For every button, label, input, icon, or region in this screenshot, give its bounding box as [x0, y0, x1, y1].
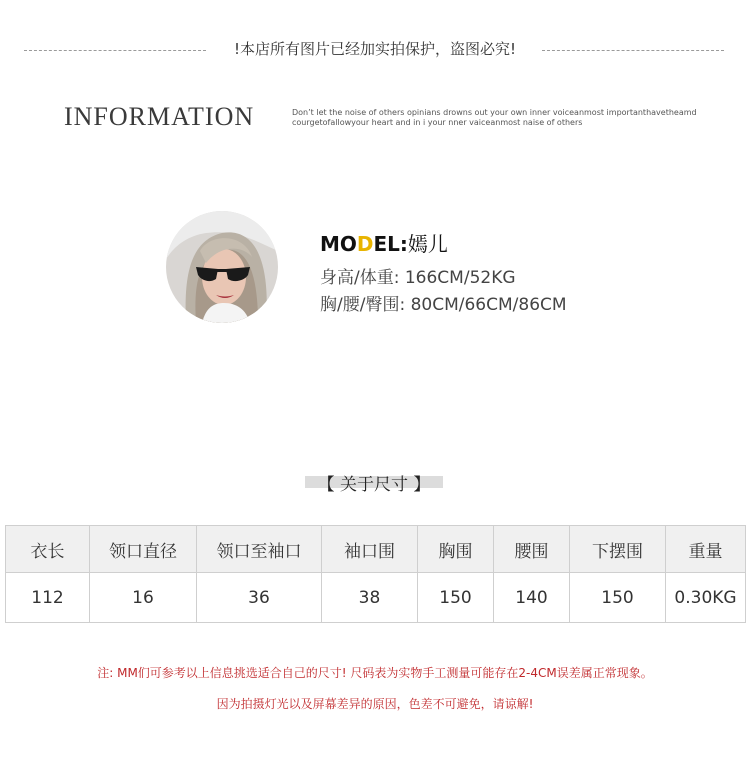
size-value-cell: 16: [90, 573, 197, 623]
information-description: [292, 108, 712, 128]
size-value-cell: 150: [570, 573, 666, 623]
model-name: 嫣儿: [407, 232, 448, 256]
size-section-title: [305, 470, 443, 494]
size-header-cell: 胸围: [418, 526, 494, 573]
information-description-line-1: Don’t let the noise of others opinians drowns out your own inner voiceanmost importanthavetheamd: [292, 108, 697, 117]
size-value-cell: 38: [322, 573, 418, 623]
size-title-text: 【 关于尺寸 】: [317, 475, 431, 495]
size-header-cell: 领口至袖口: [197, 526, 322, 573]
model-portrait-image: [166, 211, 278, 323]
size-header-cell: 衣长: [6, 526, 90, 573]
size-value-cell: 140: [494, 573, 570, 623]
information-description-line-2: courgetofallowyour heart and in i your nner vaiceanmost naise of others: [292, 118, 583, 127]
size-note: 注: MM们可参考以上信息挑选适合自己的尺寸! 尺码表为实物手工测量可能存在2-4CM误差属正常现象。: [97, 666, 653, 680]
notice-divider-right: [542, 50, 724, 51]
model-name-line: [320, 228, 448, 257]
copyright-notice: !本店所有图片已经加实拍保护，盗图必究!: [233, 40, 517, 58]
size-table-row: [6, 573, 746, 623]
size-header-cell: 重量: [666, 526, 746, 573]
size-table: [5, 525, 746, 623]
model-label-post: EL:: [373, 232, 408, 256]
size-table-header-row: [6, 526, 746, 573]
size-value-cell: 0.30KG: [666, 573, 746, 623]
size-header-cell: 领口直径: [90, 526, 197, 573]
size-header-cell: 腰围: [494, 526, 570, 573]
model-avatar: [166, 211, 278, 323]
information-title: INFORMATION: [64, 102, 255, 131]
model-label-accent: D: [356, 232, 374, 256]
size-header-cell: 袖口围: [322, 526, 418, 573]
notice-divider-left: [24, 50, 206, 51]
size-value-cell: 112: [6, 573, 90, 623]
copyright-notice-row: [0, 36, 750, 64]
size-value-cell: 150: [418, 573, 494, 623]
size-header-cell: 下摆围: [570, 526, 666, 573]
size-value-cell: 36: [197, 573, 322, 623]
model-height-weight: 身高/体重: 166CM/52KG: [320, 268, 516, 288]
color-note: 因为拍摄灯光以及屏幕差异的原因，色差不可避免，请谅解!: [216, 697, 534, 711]
model-label-pre: MO: [320, 232, 357, 256]
model-measurements: 胸/腰/臀围: 80CM/66CM/86CM: [320, 295, 567, 315]
